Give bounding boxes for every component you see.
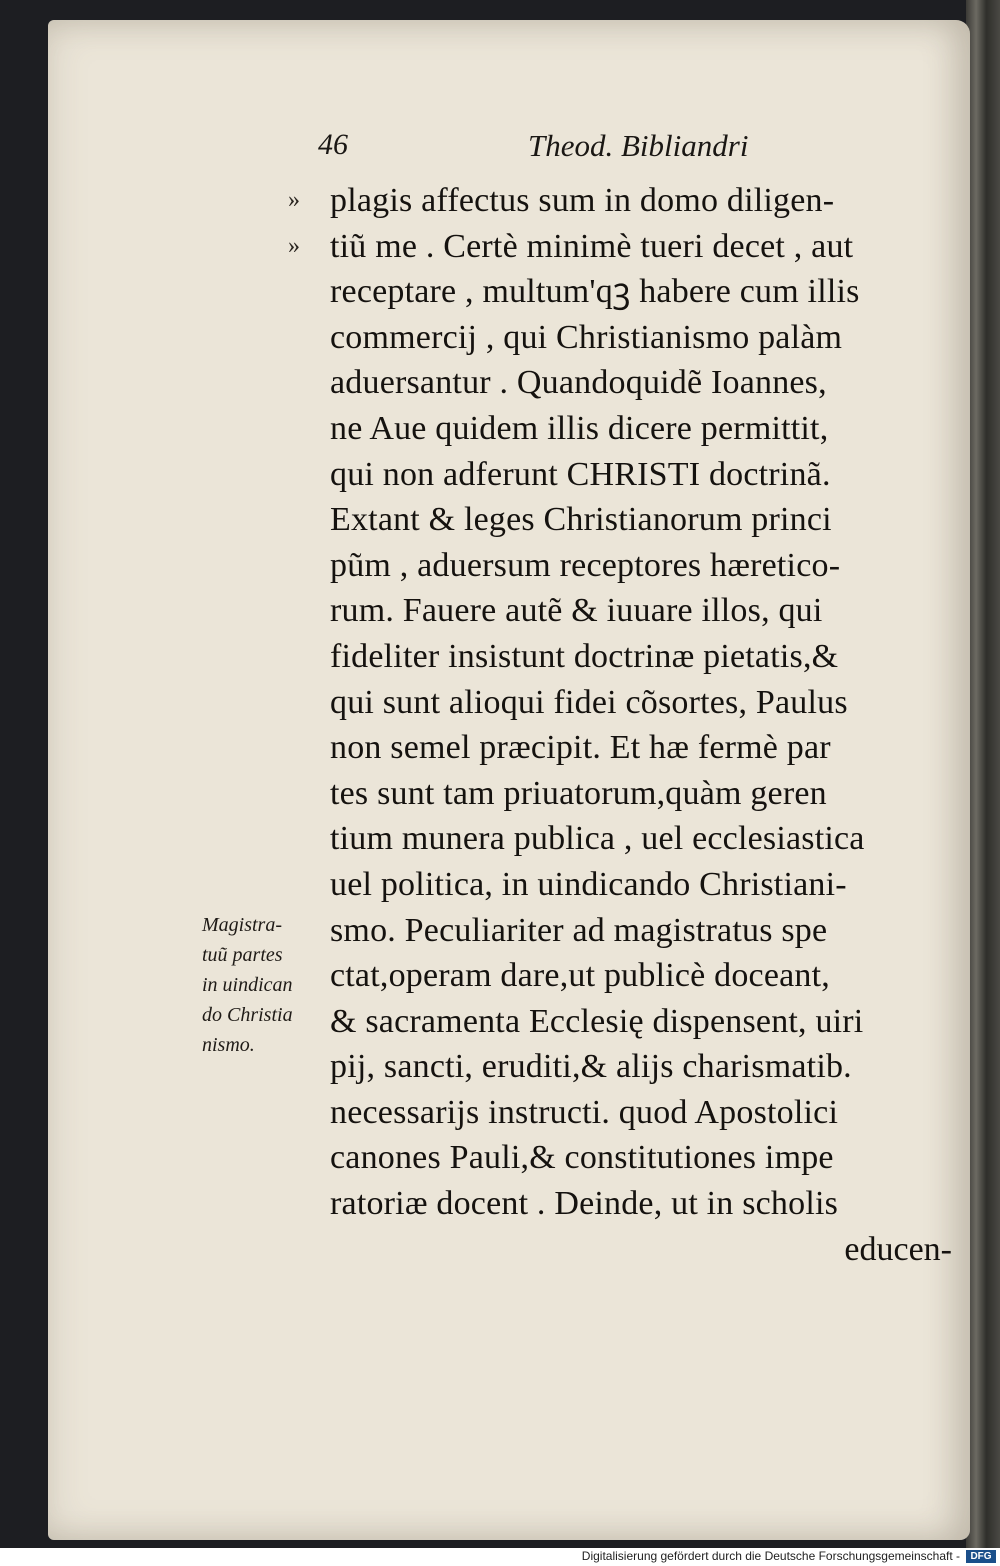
marginal-note <box>202 910 334 1060</box>
line-text: tes sunt tam priuatorum,quàm geren <box>330 774 827 812</box>
line-text: ne Aue quidem illis dicere permittit, <box>330 409 829 447</box>
text-line <box>288 178 958 224</box>
line-text: pij, sancti, eruditi,& alijs charismatib. <box>330 1048 852 1086</box>
text-line <box>288 1135 958 1181</box>
line-text: Extant & leges Christianorum princi <box>330 501 832 539</box>
text-line <box>288 452 958 498</box>
text-line <box>288 224 958 270</box>
running-head <box>318 128 798 172</box>
marginal-note-line: do Christia <box>202 1004 293 1026</box>
text-line <box>288 1044 958 1090</box>
text-line <box>288 862 958 908</box>
line-text: non semel præcipit. Et hæ fermè par <box>330 729 831 767</box>
book-spine-edge <box>966 0 1000 1548</box>
line-text: canones Pauli,& constitutiones impe <box>330 1139 834 1177</box>
line-text: necessarijs instructi. quod Apostolici <box>330 1093 839 1131</box>
marginal-note-line: in uindican <box>202 974 293 996</box>
line-text: qui sunt alioqui fidei cõsortes, Paulus <box>330 683 848 721</box>
dfg-logo: DFG <box>966 1550 996 1563</box>
line-text: plagis affectus sum in domo diligen- <box>330 182 835 219</box>
line-text: fideliter insistunt doctrinæ pietatis,& <box>330 637 839 675</box>
quote-mark: » <box>288 187 300 213</box>
line-text: ratoriæ docent . Deinde, ut in scholis <box>330 1185 839 1223</box>
text-line <box>288 497 958 543</box>
text-line <box>288 1090 958 1136</box>
catchword: educen- <box>844 1230 952 1268</box>
line-text: smo. Peculiariter ad magistratus spe <box>330 911 828 949</box>
line-text: rum. Fauere autẽ & iuuare illos, qui <box>330 592 823 630</box>
text-line <box>288 588 958 634</box>
main-text-block <box>288 178 958 1272</box>
marginal-note-line: Magistra- <box>202 914 282 936</box>
line-text: receptare , multum'qꝫ habere cum illis <box>330 273 860 311</box>
line-text: aduersantur . Quandoquidẽ Ioannes, <box>330 364 827 402</box>
text-line <box>288 269 958 315</box>
quote-mark: » <box>288 232 300 259</box>
text-line <box>288 680 958 726</box>
running-title: Theod. Bibliandri <box>528 128 749 163</box>
text-line <box>288 953 958 999</box>
text-line <box>288 634 958 680</box>
text-line <box>288 999 958 1045</box>
line-text: commercij , qui Christianismo palàm <box>330 318 843 356</box>
footer-credit: Digitalisierung gefördert durch die Deutsche Forschungsgemeinschaft - <box>581 1549 960 1563</box>
marginal-note-line: tuũ partes <box>202 944 283 966</box>
line-text: & sacramenta Ecclesię dispensent, uiri <box>330 1002 864 1040</box>
text-line <box>288 543 958 589</box>
text-line <box>288 406 958 452</box>
marginal-note-line: nismo. <box>202 1034 255 1056</box>
footer-bar <box>0 1548 1000 1566</box>
text-line <box>288 908 958 954</box>
line-text: tium munera publica , uel ecclesiastica <box>330 820 865 858</box>
line-text: pũm , aduersum receptores hæretico- <box>330 546 841 584</box>
page-number: 46 <box>318 128 348 161</box>
text-line <box>288 725 958 771</box>
line-text: uel politica, in uindicando Christiani- <box>330 865 847 903</box>
text-line <box>288 771 958 817</box>
text-line <box>288 1181 958 1227</box>
text-line <box>288 315 958 361</box>
line-text: ctat,operam dare,ut publicè doceant, <box>330 957 830 995</box>
line-text: tiũ me . Certè minimè tueri decet , aut <box>330 227 854 265</box>
catchword-line <box>288 1227 958 1273</box>
text-line <box>288 360 958 406</box>
line-text: qui non adferunt CHRISTI doctrinã. <box>330 455 831 493</box>
text-line <box>288 816 958 862</box>
